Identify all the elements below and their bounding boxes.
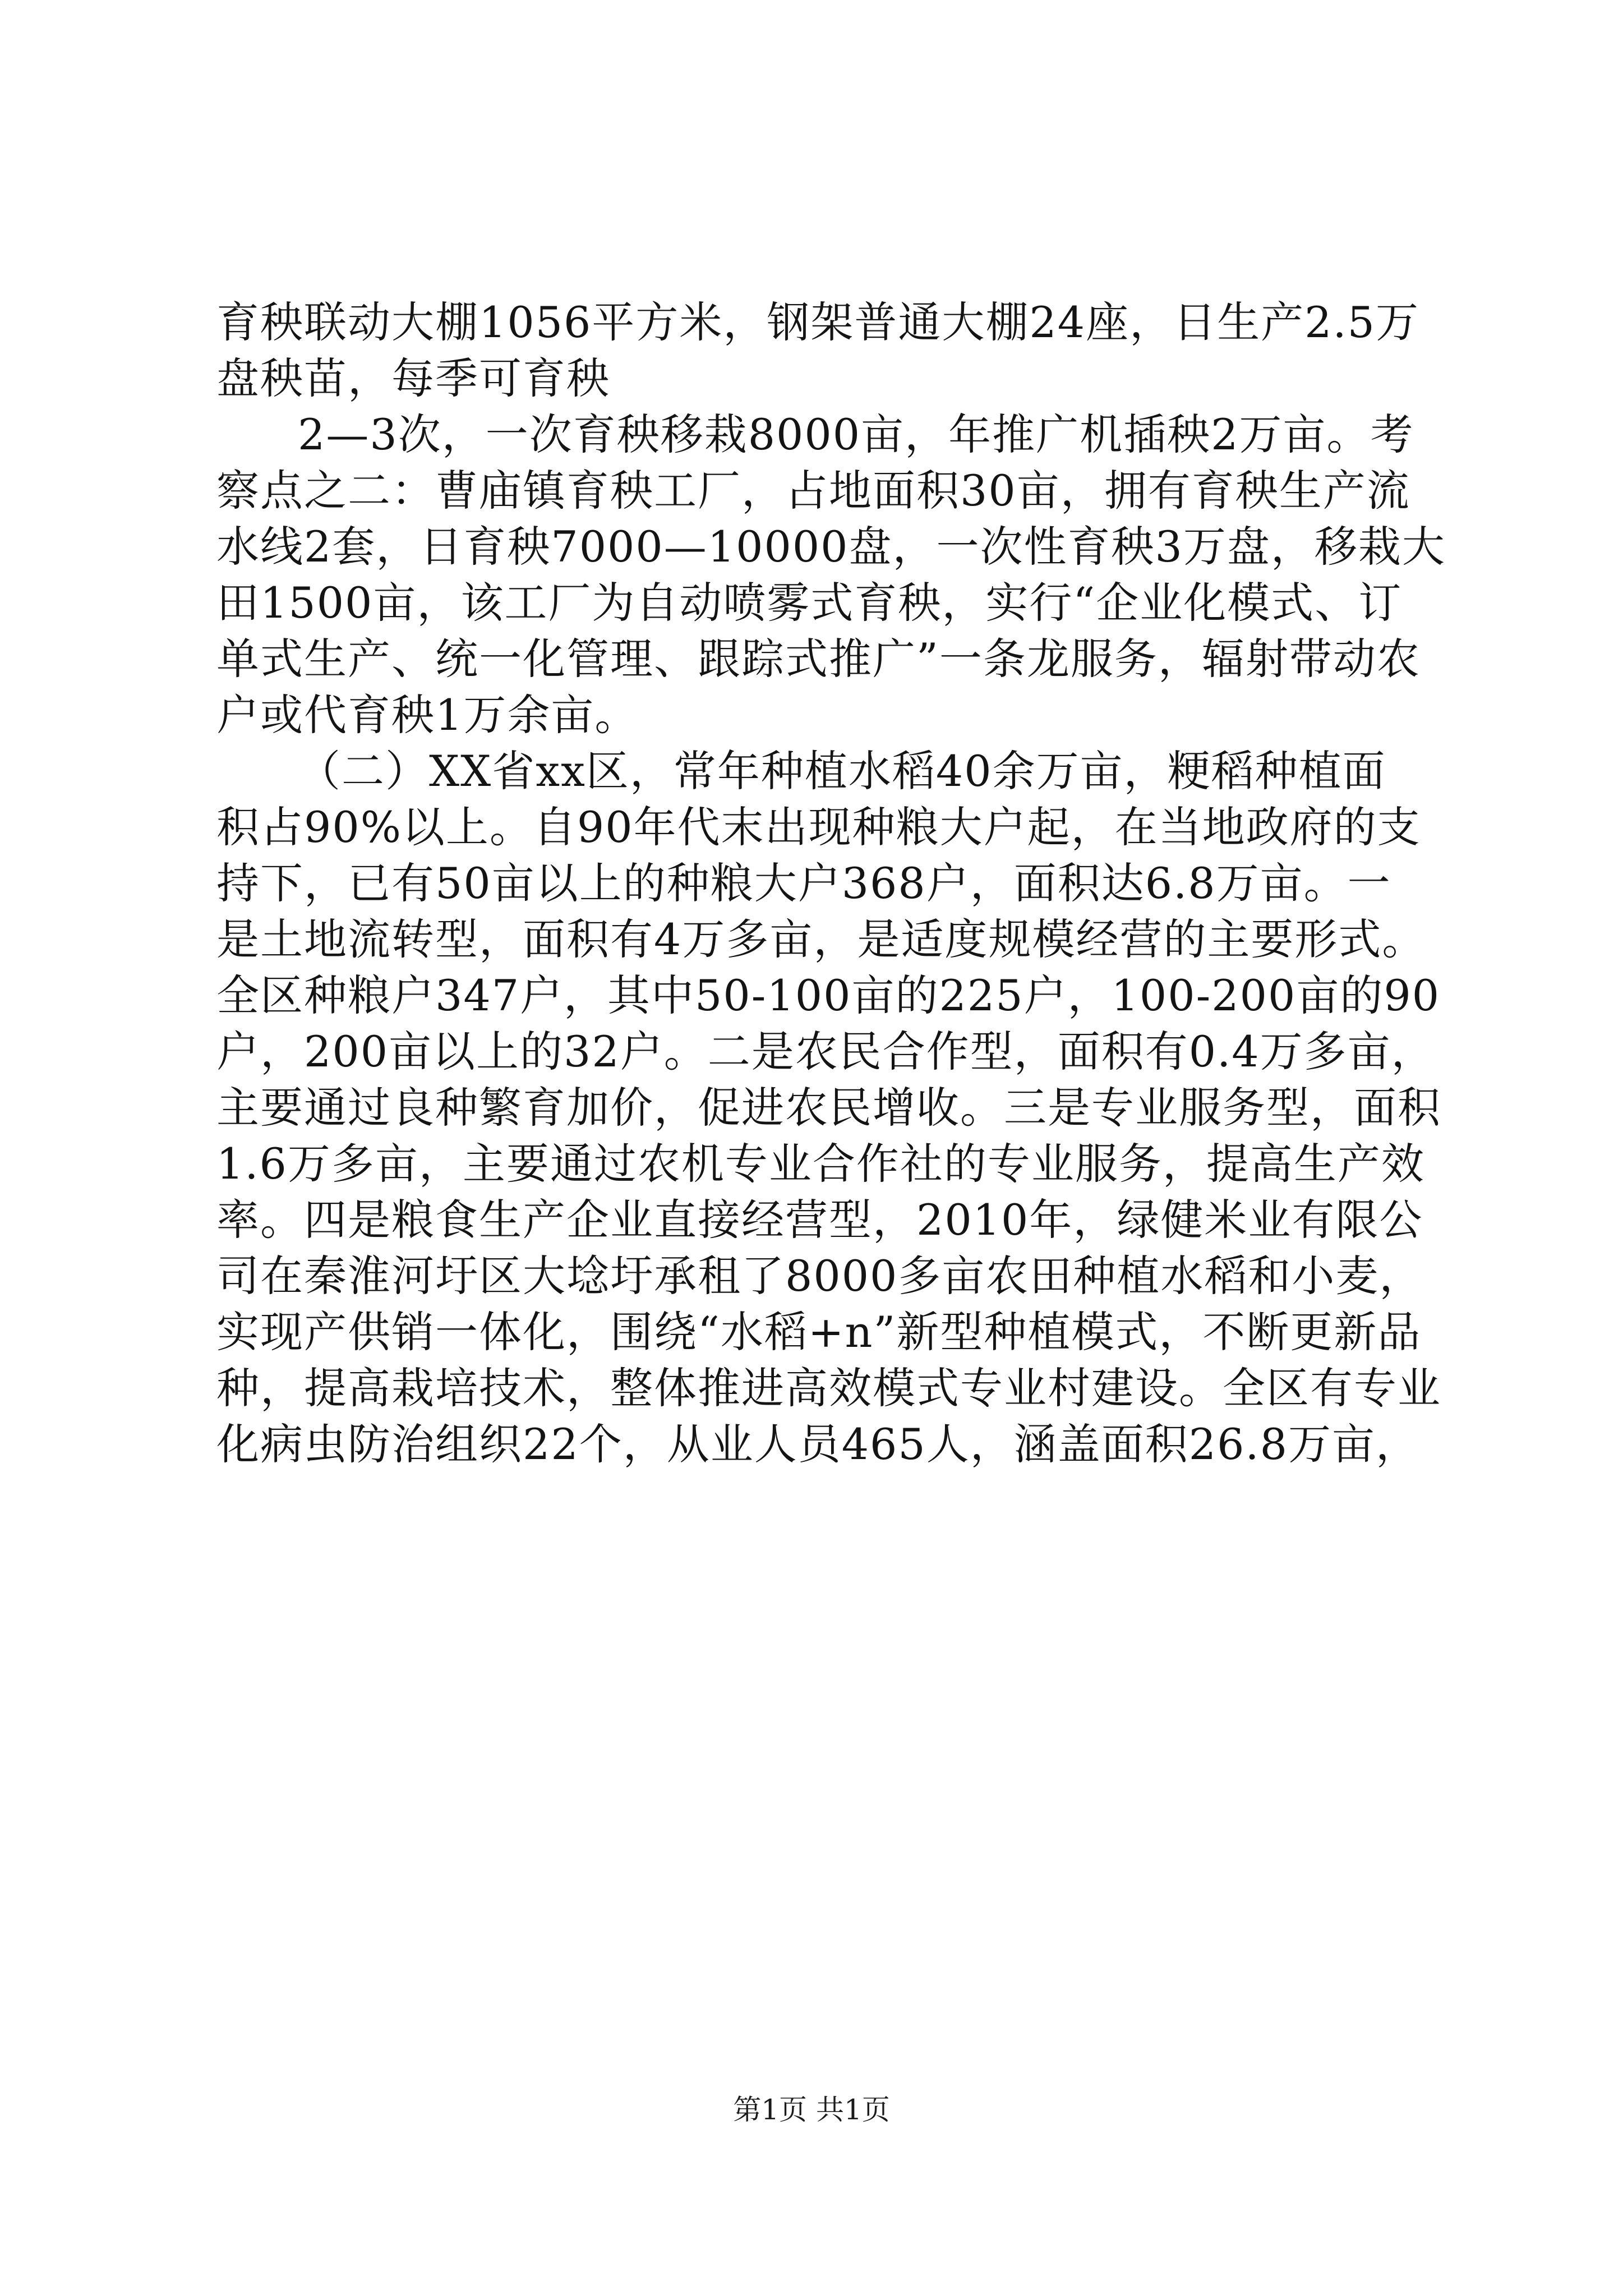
text-line: 主要通过良种繁育加价，促进农民增收。三是专业服务型，面积 (216, 1083, 1441, 1133)
text-line: 化病虫防治组织22个，从业人员465人，涵盖面积26.8万亩， (216, 1419, 1419, 1469)
text-line: （二）XX省xx区，常年种植水稻40余万亩，粳稻种植面 (298, 746, 1386, 796)
text-line: 水线2套，日育秧7000—10000盘，一次性育秧3万盘，移栽大 (216, 522, 1446, 572)
text-line: 2—3次，一次育秧移栽8000亩，年推广机插秧2万亩。考 (298, 409, 1414, 459)
text-line: 司在秦淮河圩区大埝圩承租了8000多亩农田种植水稻和小麦， (216, 1251, 1423, 1301)
text-line: 率。四是粮食生产企业直接经营型，2010年，绿健米业有限公 (216, 1195, 1423, 1245)
text-line: 全区种粮户347户，其中50-100亩的225户，100-200亩的90 (216, 970, 1441, 1020)
text-line: 是土地流转型，面积有4万多亩，是适度规模经营的主要形式。 (216, 914, 1426, 964)
text-line: 盘秧苗，每季可育秧 (216, 353, 610, 403)
text-line: 户或代育秧1万余亩。 (216, 690, 639, 740)
text-line: 种，提高栽培技术，整体推进高效模式专业村建设。全区有专业 (216, 1363, 1441, 1413)
text-line: 育秧联动大棚1056平方米，钢架普通大棚24座，日生产2.5万 (216, 297, 1419, 347)
text-line: 田1500亩，该工厂为自动喷雾式育秧，实行“企业化模式、订 (216, 578, 1403, 628)
text-line: 单式生产、统一化管理、跟踪式推广”一条龙服务，辐射带动农 (216, 634, 1421, 684)
text-line: 察点之二：曹庙镇育秧工厂，占地面积30亩，拥有育秧生产流 (216, 466, 1410, 516)
text-line: 积占90%以上。自90年代末出现种粮大户起，在当地政府的支 (216, 802, 1421, 852)
text-line: 实现产供销一体化，围绕“水稻+n”新型种植模式，不断更新品 (216, 1307, 1422, 1357)
text-line: 持下，已有50亩以上的种粮大户368户，面积达6.8万亩。一 (216, 858, 1391, 908)
text-line: 1.6万多亩，主要通过农机专业合作社的专业服务，提高生产效 (216, 1139, 1425, 1189)
page-footer: 第1页 共1页 (733, 2093, 890, 2126)
text-line: 户，200亩以上的32户。二是农民合作型，面积有0.4万多亩， (216, 1027, 1435, 1076)
